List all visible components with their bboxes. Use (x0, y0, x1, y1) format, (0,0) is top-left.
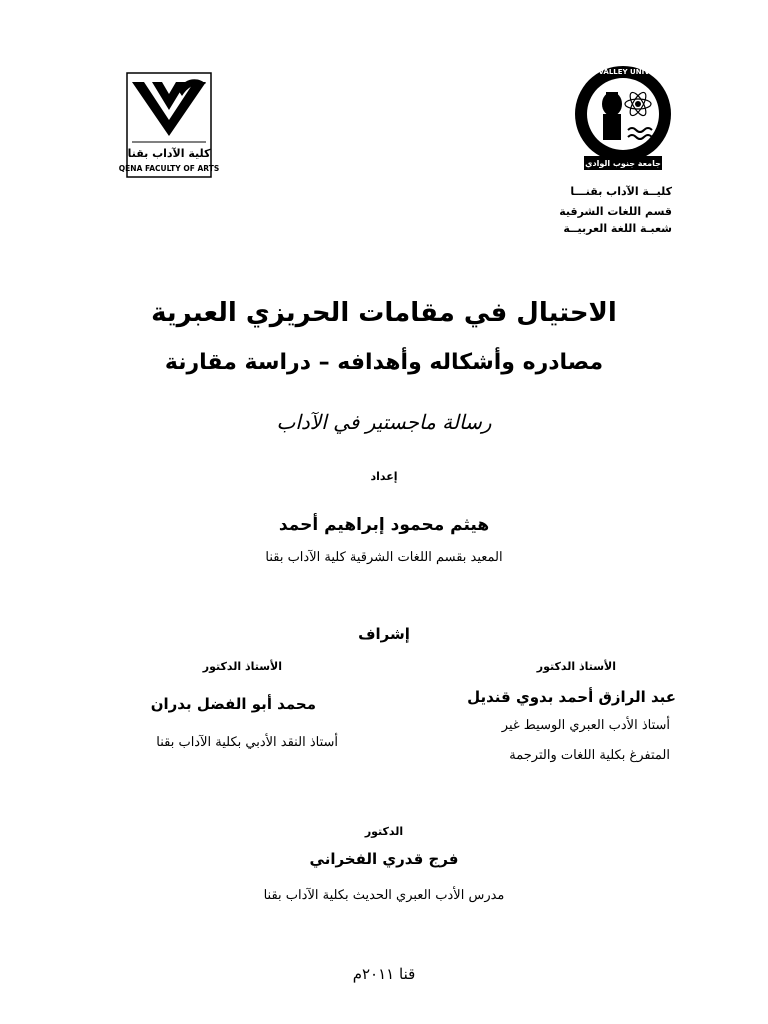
supervisor-right-desc-line2: المتفرغ بكلية اللغات والترجمة (509, 748, 670, 763)
author-name: هيثم محمود إبراهيم أحمد (278, 515, 490, 535)
division-name: شعبـة اللغة العربيــة (563, 222, 672, 235)
svg-text:جامعة جنوب الوادي: جامعة جنوب الوادي (585, 159, 661, 168)
place-and-date: قنا ٢٠١١م (352, 965, 416, 983)
prepared-by-label: إعداد (370, 470, 398, 483)
supervisor-right-desc-line1: أستاذ الأدب العبري الوسيط غير (501, 718, 670, 733)
svg-text:SOUTH VALLEY UNIVERSITY: SOUTH VALLEY UNIVERSITY (572, 68, 674, 76)
supervisor-right-name: عبد الرازق أحمد بدوي قنديل (467, 688, 676, 706)
supervisor-right-rank: الأستاذ الدكتور (536, 660, 616, 673)
department-name: قسم اللغات الشرقية (559, 205, 672, 218)
south-valley-university-seal (572, 60, 674, 182)
supervisor-left-name: محمد أبو الفضل بدران (150, 695, 316, 713)
supervisor-third-name: فرج قدري الفخراني (309, 850, 459, 868)
thesis-title: الاحتيال في مقامات الحريزي العبرية (151, 298, 617, 328)
thesis-subtitle: مصادره وأشكاله وأهدافه – دراسة مقارنة (164, 350, 604, 375)
svg-text:كلية الآداب بقنا: كلية الآداب بقنا (127, 147, 211, 160)
supervisor-third-rank: الدكتور (364, 825, 404, 838)
qena-faculty-of-arts-logo (118, 72, 220, 178)
author-affiliation: المعيد بقسم اللغات الشرقية كلية الآداب بقنا (265, 550, 503, 565)
faculty-name: كليــة الآداب بقنـــا (570, 185, 672, 198)
supervisor-left-desc: أستاذ النقد الأدبي بكلية الآداب بقنا (156, 735, 338, 750)
supervisor-left-rank: الأستاذ الدكتور (202, 660, 282, 673)
svg-text:QENA FACULTY OF ARTS: QENA FACULTY OF ARTS (118, 164, 220, 173)
supervisor-third-desc: مدرس الأدب العبري الحديث بكلية الآداب بقنا (263, 888, 505, 903)
supervision-label: إشراف (358, 625, 410, 643)
degree-label: رسالة ماجستير في الآداب (276, 410, 492, 434)
